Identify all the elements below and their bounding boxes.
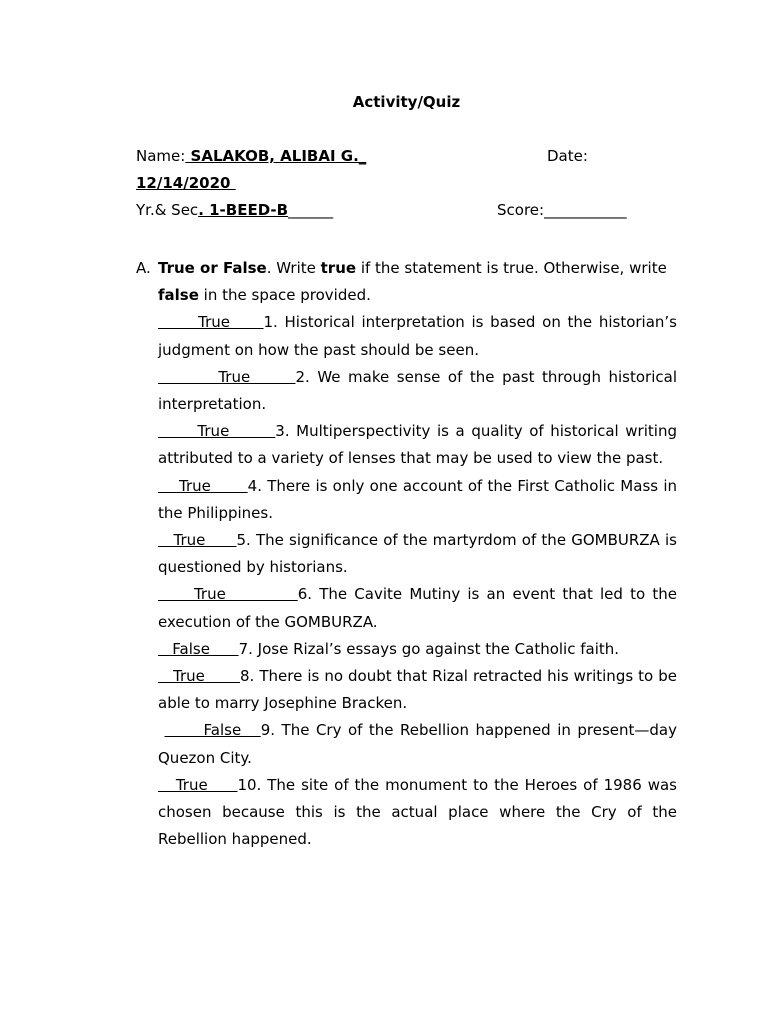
name-date-line xyxy=(136,146,677,166)
question-text: 2. We make sense of the past through historical interpretation. xyxy=(158,367,677,414)
instruction-bold-true-or-false: True or False xyxy=(158,259,267,277)
yr-sec-score-line xyxy=(136,200,677,220)
question-text: 3. Multiperspectivity is a quality of historical writing attributed to a variety of lenses that may be used to view the past. xyxy=(158,422,677,468)
yr-sec-label: Yr.& Sec xyxy=(136,201,199,219)
quiz-item-6 xyxy=(136,581,677,635)
question-text: 7. Jose Rizal’s essays go against the Catholic faith. xyxy=(238,639,620,658)
answer-blank[interactable]: True xyxy=(158,585,298,604)
question-text: 9. The Cry of the Rebellion happened in present—day Quezon City. xyxy=(158,721,677,767)
answer-blank[interactable]: True xyxy=(158,667,241,686)
quiz-item-1 xyxy=(136,309,677,363)
name-label: Name: xyxy=(136,147,186,165)
quiz-item-9 xyxy=(136,717,677,771)
page-title: Activity/Quiz xyxy=(352,93,461,111)
quiz-item-7 xyxy=(136,636,677,663)
score-blank[interactable]: ___________ xyxy=(544,201,627,219)
yr-sec-blank: ______ xyxy=(288,201,334,219)
quiz-item-5 xyxy=(136,527,677,581)
answer-blank[interactable]: False xyxy=(164,721,261,740)
question-text: 1. Historical interpretation is based on the historian’s judgment on how the past should be seen. xyxy=(158,313,677,359)
score-label: Score: xyxy=(497,201,545,219)
date-value[interactable]: 12/14/2020 xyxy=(136,174,236,192)
instruction-bold-false: false xyxy=(158,286,199,305)
quiz-item-10 xyxy=(136,772,677,854)
instruction-text: in the space provided. xyxy=(198,286,371,305)
date-value-line xyxy=(136,173,677,193)
quiz-item-2 xyxy=(136,364,677,418)
yr-sec-value[interactable]: . 1-BEED-B xyxy=(198,201,289,219)
answer-blank[interactable]: True xyxy=(158,531,237,550)
instruction-bold-true: true xyxy=(320,259,357,277)
question-text: 5. The significance of the martyrdom of the GOMBURZA is questioned by historians. xyxy=(158,531,677,577)
instruction-text: . Write xyxy=(266,259,321,277)
answer-blank[interactable]: False xyxy=(158,639,239,658)
answer-blank[interactable]: True xyxy=(158,476,248,495)
quiz-item-4 xyxy=(136,473,677,527)
section-true-or-false xyxy=(136,255,677,853)
answer-blank[interactable]: True xyxy=(158,313,264,332)
question-text: 8. There is no doubt that Rizal retracted his writings to be able to marry Josephine Bracken. xyxy=(158,667,677,713)
name-value[interactable]: SALAKOB, ALIBAI G._ xyxy=(185,147,367,165)
question-text: 10. The site of the monument to the Heroes of 1986 was chosen because this is the actual place where the Cry of the Rebellion happened. xyxy=(158,775,677,849)
section-letter: A. xyxy=(136,259,151,277)
question-text: 4. There is only one account of the First Catholic Mass in the Philippines. xyxy=(158,476,677,522)
instruction-text: if the statement is true. Otherwise, write xyxy=(356,259,667,277)
section-instruction xyxy=(136,255,677,309)
answer-blank[interactable]: True xyxy=(158,367,296,386)
answer-blank[interactable]: True xyxy=(158,775,238,794)
answer-blank[interactable]: True xyxy=(158,422,276,441)
score-field xyxy=(497,200,627,220)
quiz-item-8 xyxy=(136,663,677,717)
question-text: 6. The Cavite Mutiny is an event that led to the execution of the GOMBURZA. xyxy=(158,585,677,631)
date-label: Date: xyxy=(547,147,588,165)
quiz-item-3 xyxy=(136,418,677,472)
